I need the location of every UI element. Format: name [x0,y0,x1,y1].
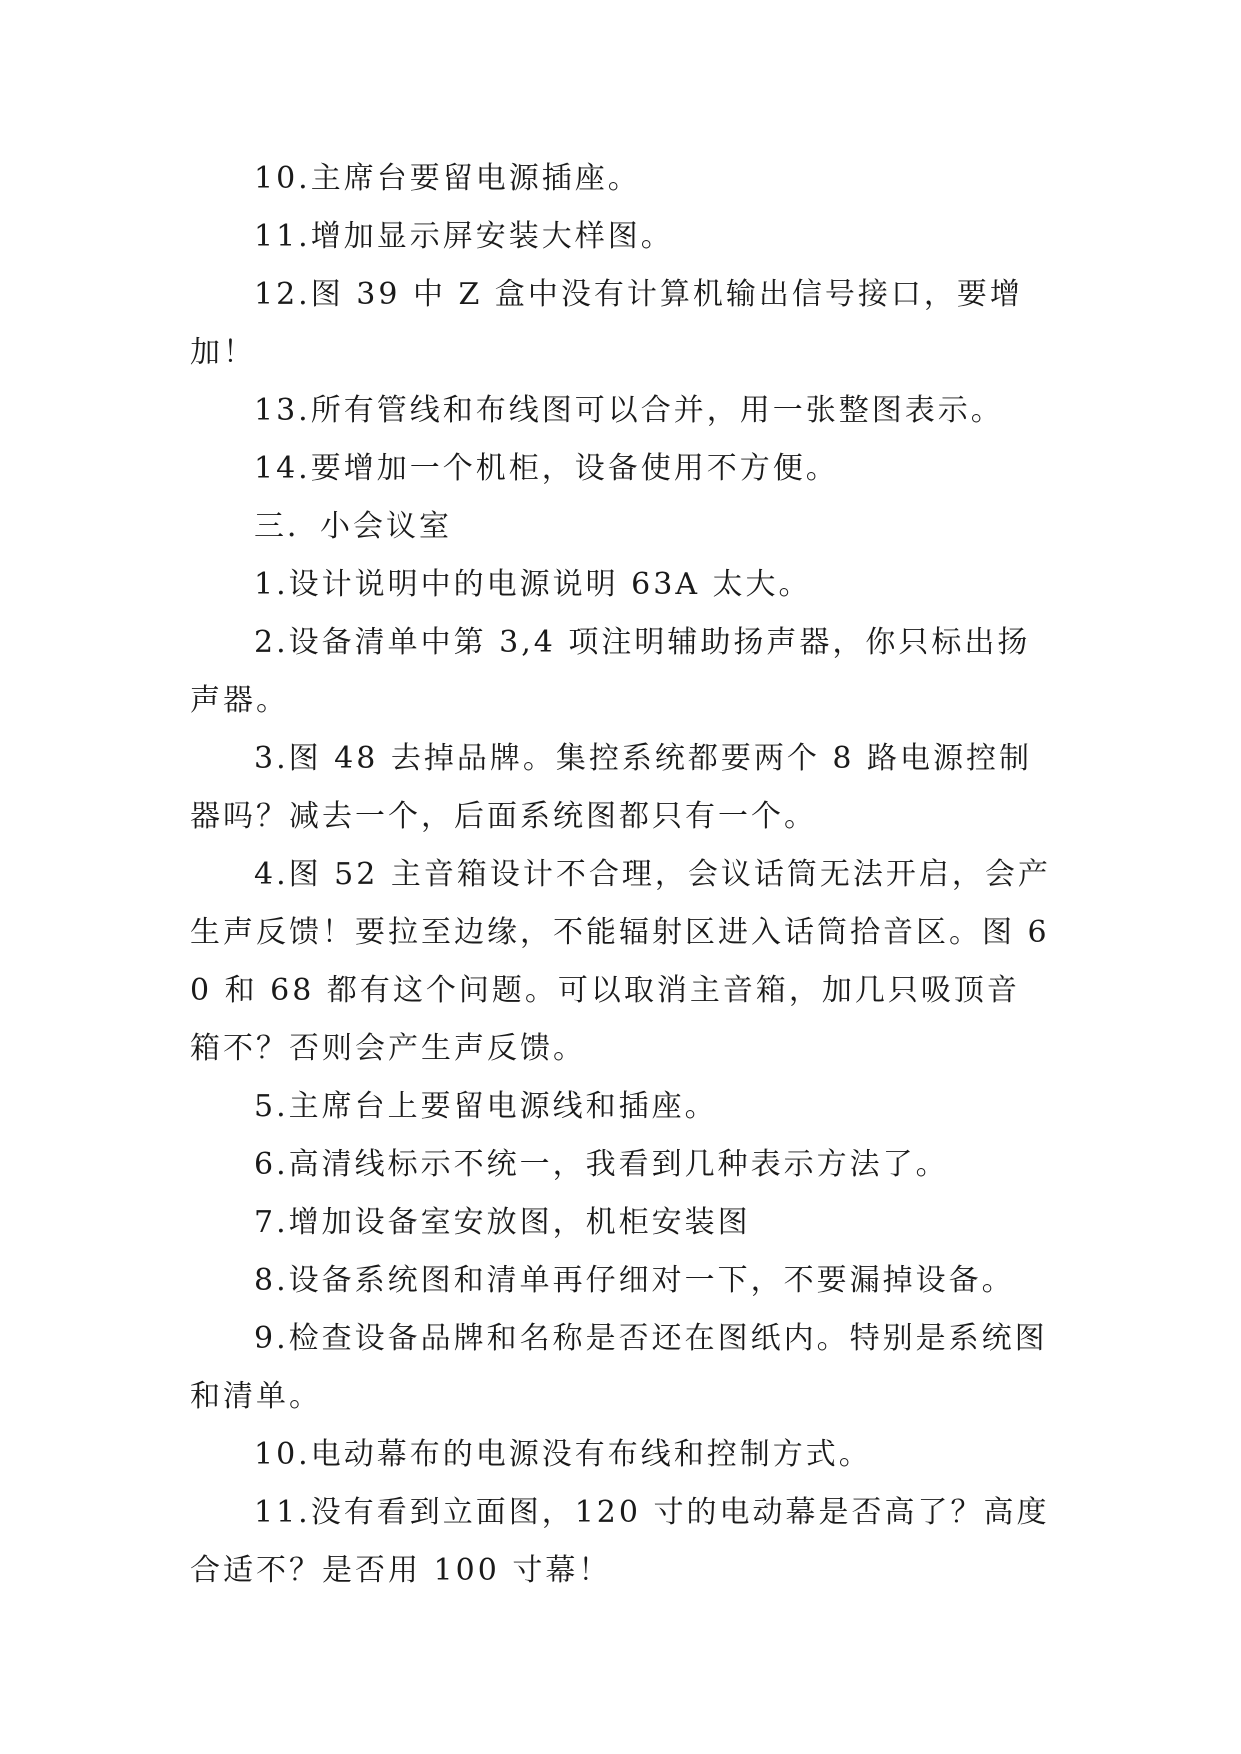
paragraph-item-5-podium-power: 5.主席台上要留电源线和插座。 [254,1089,718,1124]
paragraph-item-4-main-speaker-feedback: 4.图 52 主音箱设计不合理，会议话筒无法开启，会产生声反馈！要拉至边缘，不能辐射区进入话筒拾音区。图 60 和 68 都有这个问题。可以取消主音箱，加几只吸顶音箱不？否则会产生声反馈。 [190,857,1051,1066]
paragraph-item-10-screen-power: 10.电动幕布的电源没有布线和控制方式。 [254,1437,872,1472]
paragraph-item-3-remove-brand: 3.图 48 去掉品牌。集控系统都要两个 8 路电源控制器吗？减去一个，后面系统图都只有一个。 [190,741,1033,834]
paragraph-item-12-z-box-interface: 12.图 39 中 Z 盒中没有计算机输出信号接口，要增加！ [190,277,1023,370]
paragraph-item-6-hd-cable-labels: 6.高清线标示不统一，我看到几种表示方法了。 [254,1147,949,1182]
paragraph-item-9-check-brands: 9.检查设备品牌和名称是否还在图纸内。特别是系统图和清单。 [190,1321,1048,1414]
paragraph-item-7-equipment-room-drawing: 7.增加设备室安放图，机柜安装图 [254,1205,751,1240]
paragraph-item-8-check-list: 8.设备系统图和清单再仔细对一下，不要漏掉设备。 [254,1263,1015,1298]
paragraph-item-2-auxiliary-speaker: 2.设备清单中第 3,4 项注明辅助扬声器，你只标出扬声器。 [190,625,1031,718]
document-body [190,150,1052,1600]
paragraph-item-1-power-63a: 1.设计说明中的电源说明 63A 太大。 [254,567,812,602]
paragraph-item-11-elevation-drawing: 11.没有看到立面图，120 寸的电动幕是否高了？高度合适不？是否用 100 寸幕！ [190,1495,1050,1588]
paragraph-item-10-power-socket: 10.主席台要留电源插座。 [254,161,641,196]
section-heading-small-meeting-room: 三．小会议室 [254,509,452,544]
paragraph-item-11-display-drawing: 11.增加显示屏安装大样图。 [254,219,674,254]
paragraph-item-14-add-cabinet: 14.要增加一个机柜，设备使用不方便。 [254,451,839,486]
paragraph-item-13-merge-drawings: 13.所有管线和布线图可以合并，用一张整图表示。 [254,393,1004,428]
